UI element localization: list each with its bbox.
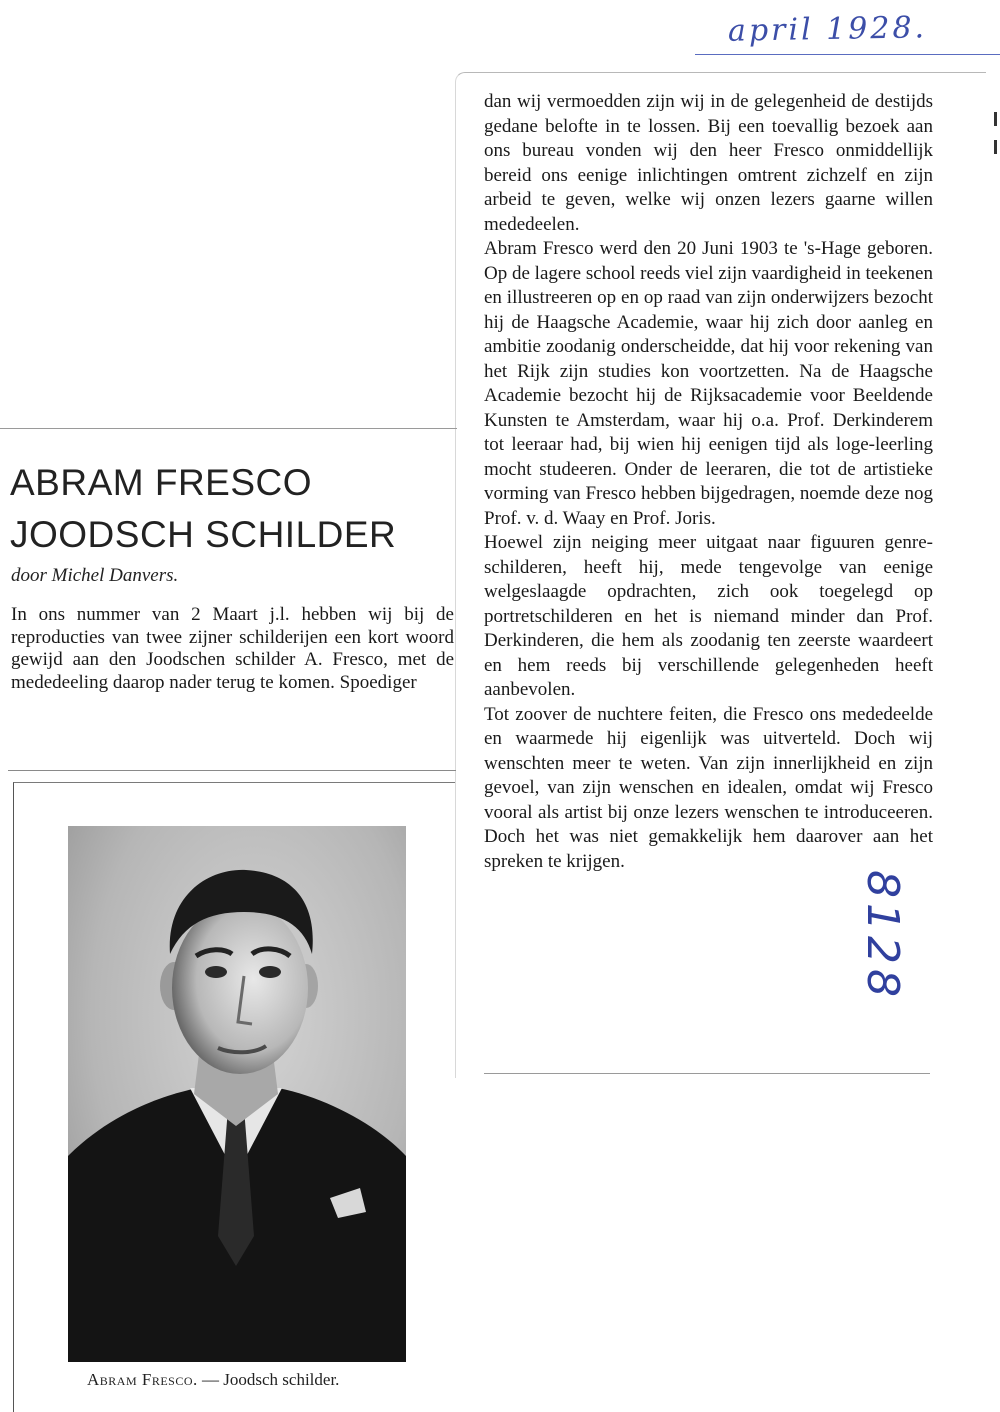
left-clipping-top-rule: [0, 428, 457, 429]
article-paragraph: Hoewel zijn neiging meer uitgaat naar figuuren genre-schilderen, heeft hij, mede tengevolge van eenige welgeslaagde opdrachten, zich ook toegelegd op portretschilderen en het is niemand minder dan Prof. Derkinderen, die hem als zoodanig ten zeerste waardeert en hem reeds bij verschillende gelegenheden heeft aanbevolen.: [484, 532, 933, 700]
date-underline: [695, 54, 1000, 55]
right-clipping-bottom-rule: [484, 1073, 930, 1074]
archive-number-handwritten: 8128: [857, 870, 908, 1002]
article-paragraph: Tot zoover de nuchtere feiten, die Fresco ons mededeelde en waarmede hij eigenlijk was uitverteld. Doch wij wenschten meer te weten. Van zijn innerlijkheid en zijn gevoel, van zijn wenschen en idealen, omdat wij Fresco vooral als artist bij onze lezers wenschen te introduceeren. Doch het was niet gemakkelijk hem daarover aan het spreken te krijgen.: [484, 703, 933, 872]
photo-caption: [87, 1370, 339, 1390]
headline-line-1: ABRAM FRESCO: [10, 462, 313, 503]
handwritten-date: april 1928.: [727, 10, 928, 49]
article-paragraph: dan wij vermoedden zijn wij in de gelegenheid de destijds gedane belofte in te lossen. Bij een toevallig bezoek aan ons bureau vonden wij den heer Fresco onmiddellijk bereid ons eenige inlichtingen omtrent zichzelf en zijn arbeid te geven, welke wij onzen lezers gaarne willen mededeelen.: [484, 91, 933, 235]
portrait-illustration: [68, 826, 406, 1362]
caption-name: Abram Fresco.: [87, 1370, 198, 1389]
article-paragraph: Abram Fresco werd den 20 Juni 1903 te 's-Hage geboren. Op de lagere school reeds viel zijn vaardigheid in teekenen en illustreeren op en op raad van zijn onderwijzers bezocht hij de Haagsche Academie, waar hij zich door aanleg en ambitie zoodanig onderscheidde, dat hij voor rekening van het Rijk zijn studies kon voortzetten. Na de Haagsche Academie bezocht hij de Rijksacademie voor Beeldende Kunsten te Amsterdam, waar hij o.a. Prof. Derkinderem tot leeraar had, bij wien hij eenigen tijd als loge-leerling mocht studeeren. Onder de leeraren, die tot de artistieke vorming van Fresco hebben bijgedragen, noemde deze nog Prof. v. d. Waay en Prof. Joris.: [484, 238, 933, 529]
edge-mark: [994, 140, 997, 154]
left-clipping-photo-rule: [8, 770, 456, 771]
headline-line-2: JOODSCH SCHILDER: [10, 514, 397, 555]
article-paragraph: In ons nummer van 2 Maart j.l. hebben wij bij de reproducties van twee zijner schilderijen een kort woord gewijd aan den Joodschen schilder A. Fresco, met de mededeeling daarop nader terug te komen. Spoediger: [11, 604, 454, 693]
caption-description: — Joodsch schilder.: [197, 1370, 340, 1389]
article-right-column: [484, 90, 933, 874]
edge-mark: [994, 112, 997, 126]
article-left-column: [11, 604, 454, 694]
byline: door Michel Danvers.: [11, 565, 179, 586]
portrait-photo: [68, 826, 406, 1362]
